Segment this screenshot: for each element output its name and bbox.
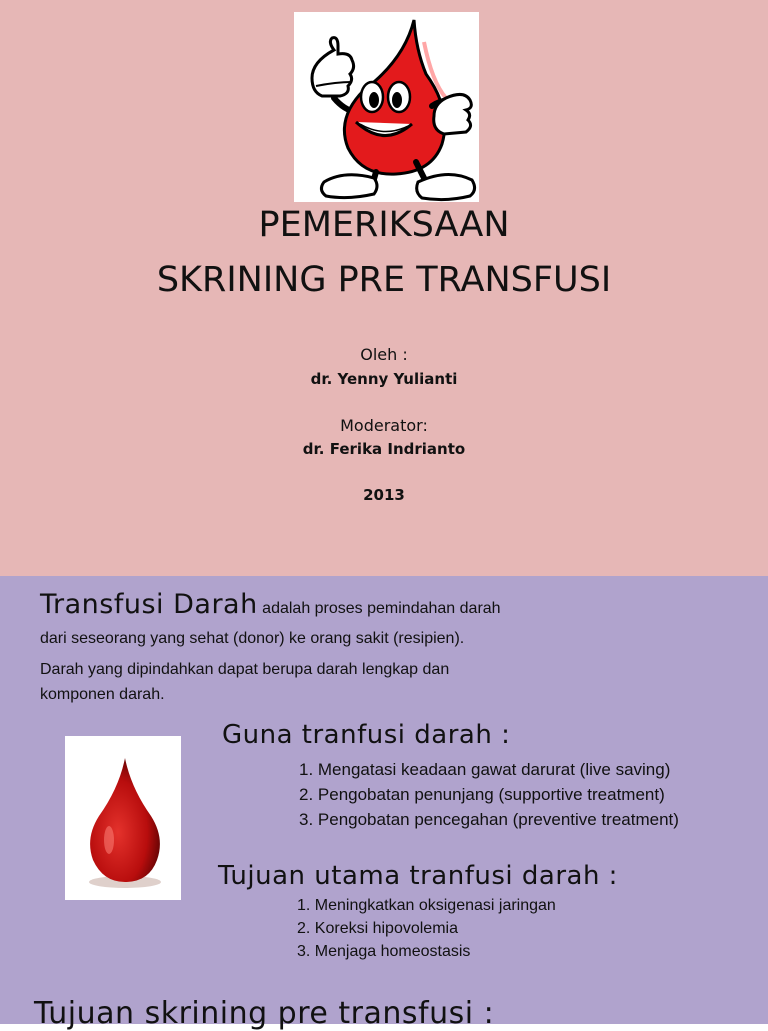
tujuan-list [297,894,556,963]
title-line-1: PEMERIKSAAN [258,205,510,245]
by-label: Oleh : [360,345,408,364]
heading-transfusi-darah: Transfusi Darah [40,589,258,620]
title-line-2: SKRINING PRE TRANSFUSI [156,260,612,300]
guna-heading: Guna tranfusi darah : [222,720,511,750]
para2-line-2: komponen darah. [40,686,165,703]
guna-list [299,757,679,832]
author-name: dr. Yenny Yulianti [310,370,458,388]
list-item: 2. Pengobatan penunjang (supportive treatment) [299,785,665,804]
content-slide [0,576,768,1031]
list-item: 1. Mengatasi keadaan gawat darurat (live saving) [299,760,671,779]
intro-paragraph [40,589,760,621]
list-item: 1. Meningkatkan oksigenasi jaringan [297,897,556,914]
list-item: 2. Koreksi hipovolemia [297,920,458,937]
para2-line-1: Darah yang dipindahkan dapat berupa darah lengkap dan [40,661,450,678]
blood-drop-icon [65,736,181,900]
moderator-name: dr. Ferika Indrianto [302,440,466,458]
tujuan-heading: Tujuan utama tranfusi darah : [218,861,618,891]
list-item: 3. Menjaga homeostasis [297,943,471,960]
moderator-label: Moderator: [340,416,428,435]
list-item: 3. Pengobatan pencegahan (preventive treatment) [299,810,679,829]
intro-text: adalah proses pemindahan darah [257,600,501,617]
blood-drop-mascot-icon [294,12,479,202]
skrining-heading: Tujuan skrining pre transfusi : [34,996,495,1031]
intro-line-2: dari seseorang yang sehat (donor) ke orang sakit (resipien). [40,630,465,647]
year: 2013 [363,486,405,504]
